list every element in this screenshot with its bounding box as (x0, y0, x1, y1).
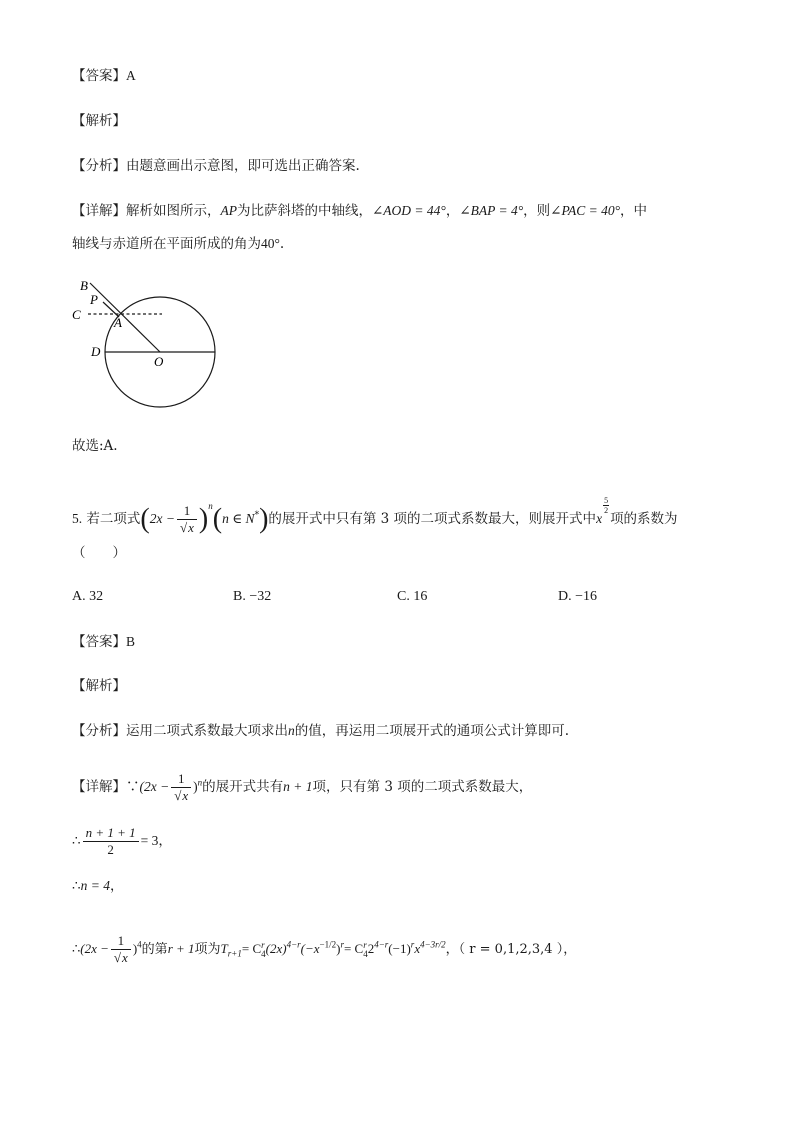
q4-fenxi-line (72, 156, 360, 176)
exponent-n: n (197, 777, 203, 788)
q5-blank (72, 543, 126, 563)
xiangjie-text: 解析如图所示， (126, 203, 221, 219)
axis-line-bo (90, 283, 160, 352)
eq1-denominator: 2 (107, 842, 114, 857)
analysis-tag: 【解析】 (72, 113, 126, 129)
problem-text: 若二项式 (86, 511, 141, 527)
answer-value: B (126, 634, 136, 649)
close-paren: ) (193, 779, 198, 794)
q5-eq1 (72, 825, 172, 858)
t-symbol: T (220, 941, 228, 956)
fenxi-text: 的值，再运用二项展开式的通项公式计算即可. (294, 723, 570, 739)
xiangjie-text: ，中 (619, 203, 647, 219)
c-sub: 4 (363, 948, 368, 959)
xiangjie-text: 项，只有第 3 项的二项式系数最大， (312, 779, 533, 795)
q4-xiangjie-line (72, 201, 647, 221)
term-index: r + 1 (167, 941, 195, 956)
therefore-symbol: ∴ (72, 942, 81, 957)
q5-analysis-tag (72, 676, 126, 696)
neg-one: (−1) (388, 941, 411, 956)
geometry-figure (70, 272, 230, 417)
close-paren: ) (132, 941, 138, 956)
x-base: x (596, 511, 603, 526)
angle-bap: ∠BAP = 4° (459, 203, 524, 218)
term-count: n + 1 (283, 779, 313, 794)
equals-c: = C (241, 941, 262, 956)
therefore-symbol: ∴ (72, 878, 81, 894)
binom-term: (2x − (80, 941, 109, 956)
x-exp: 4−3r/2 (420, 939, 446, 950)
label-a: A (114, 315, 122, 330)
close-paren: ) (336, 941, 341, 956)
q5-fenxi-line (72, 721, 569, 741)
conclusion-text: 故选:A. (72, 438, 118, 454)
problem-text: 项的系数为 (610, 511, 678, 527)
c-sub: 4 (261, 948, 266, 959)
fenxi-text: 由题意画出示意图，即可选出正确答案. (126, 158, 360, 174)
q4-analysis-tag (72, 111, 126, 131)
answer-tag: 【答案】 (72, 634, 126, 650)
binom-term: (2x − (139, 779, 170, 794)
exponent-4: 4 (137, 939, 142, 950)
c-sup: r (363, 939, 367, 950)
problem-text: 的展开式中只有第 3 项的二项式系数最大，则展开式中 (268, 511, 597, 527)
fenxi-tag: 【分析】 (72, 723, 126, 739)
exponent-n: n (208, 501, 213, 511)
eq1-numerator: n + 1 + 1 (83, 825, 139, 842)
label-o: O (154, 354, 164, 369)
xiangjie-text: 轴线与赤道所在平面所成的角为 (72, 236, 261, 252)
angle-aod: ∠AOD = 44° (372, 203, 446, 218)
label-b: B (80, 278, 88, 293)
xiangjie-tag: 【详解】 (72, 779, 126, 795)
factor-exp: 4−r (374, 939, 389, 950)
equals-c: = C (343, 941, 364, 956)
eq2-expression: n = 4 (80, 878, 110, 893)
n-symbol: n (288, 723, 295, 738)
separator: ， (445, 203, 460, 219)
angle-pac: ∠PAC = 40° (550, 203, 620, 218)
factor-exp: −1/2 (319, 939, 337, 950)
x-base: x (414, 941, 421, 956)
q5-eq3: ∴(2x − $\frac{1}{√x}$ )$^4$的第r + 1项为$T_{r+1}= C$ r 4 $(2x)^{4-r}(-x^{-1/2})^r= C$ r 4 $2^{4-r}(-1)^rx^{4-3r/2}$，（ r = 0,1,2,3,4 ）， (72, 933, 577, 965)
ap-symbol: AP (220, 203, 237, 218)
fenxi-tag: 【分析】 (72, 158, 126, 174)
fenxi-text: 运用二项式系数最大项求出 (126, 723, 288, 739)
eq1-rhs: = 3 (140, 833, 159, 848)
r-exp: r (410, 939, 415, 950)
q4-conclusion (72, 436, 118, 456)
q4-answer-line (72, 66, 136, 86)
therefore-symbol: ∴ (72, 833, 81, 849)
c-sup: r (261, 939, 265, 950)
frac-numerator: 1 (111, 933, 131, 950)
q5-problem-line: 5. 若二项式(2x − $\frac{1}{√x}$ )$^n$(n ∈ N*)的展开式中只有第 3 项的二项式系数最大，则展开式中x $\frac{5}{2}$ 项的系数为 (72, 496, 678, 535)
period: . (279, 236, 285, 252)
q4-xiangjie-line2 (72, 234, 284, 254)
comma: ， (109, 878, 124, 894)
xiangjie-text: 为比萨斜塔的中轴线， (237, 203, 372, 219)
comma: ， (158, 833, 172, 849)
analysis-tag: 【解析】 (72, 678, 126, 694)
condition-n: n ∈ N (222, 511, 255, 526)
option-c: C. 16 (397, 589, 428, 604)
q5-eq2 (72, 876, 123, 896)
star: * (254, 510, 260, 521)
sqrt-x: x (122, 950, 128, 965)
exp-den: 2 (604, 506, 609, 515)
r-exp: r (340, 939, 344, 950)
factor-exp: 4−r (286, 939, 301, 950)
q5-answer-line (72, 632, 135, 652)
because-symbol: ∵ (126, 779, 140, 795)
factor-2x: (2x) (265, 941, 287, 956)
q5-xiangjie-line: 【详解】∵(2x − $\frac{1}{√x}$ )$^n$的展开式共有n + 1项，只有第 3 项的二项式系数最大， (72, 771, 533, 803)
xiangjie-text: 的展开式共有 (202, 779, 284, 795)
exp-num: 5 (604, 496, 609, 505)
base-2: 2 (367, 941, 375, 956)
label-c: C (72, 307, 81, 322)
answer-value: A (126, 68, 136, 83)
factor-neg-x: (−x (300, 941, 320, 956)
angle-value: 40° (261, 236, 280, 251)
r-range: ，（ r = 0,1,2,3,4 ）， (445, 942, 577, 957)
separator: ，则 (523, 203, 551, 219)
answer-blank: （ ） (72, 545, 126, 561)
label-d: D (91, 344, 101, 359)
sqrt-x: x (182, 788, 189, 803)
sqrt-x: x (188, 520, 194, 535)
t-subscript: r+1 (227, 948, 242, 959)
option-d: D. −16 (558, 589, 598, 604)
binom-term: 2x − (149, 511, 175, 526)
option-b: B. −32 (233, 589, 272, 604)
eq3-text: 项为 (194, 942, 221, 957)
xiangjie-tag: 【详解】 (72, 203, 126, 219)
frac-numerator: 1 (171, 771, 191, 788)
question-number: 5. (72, 511, 83, 526)
label-p: P (90, 292, 98, 307)
answer-tag: 【答案】 (72, 68, 126, 84)
frac-numerator: 1 (177, 503, 197, 520)
eq3-text: 的第 (141, 942, 168, 957)
option-a: A. 32 (72, 589, 104, 604)
